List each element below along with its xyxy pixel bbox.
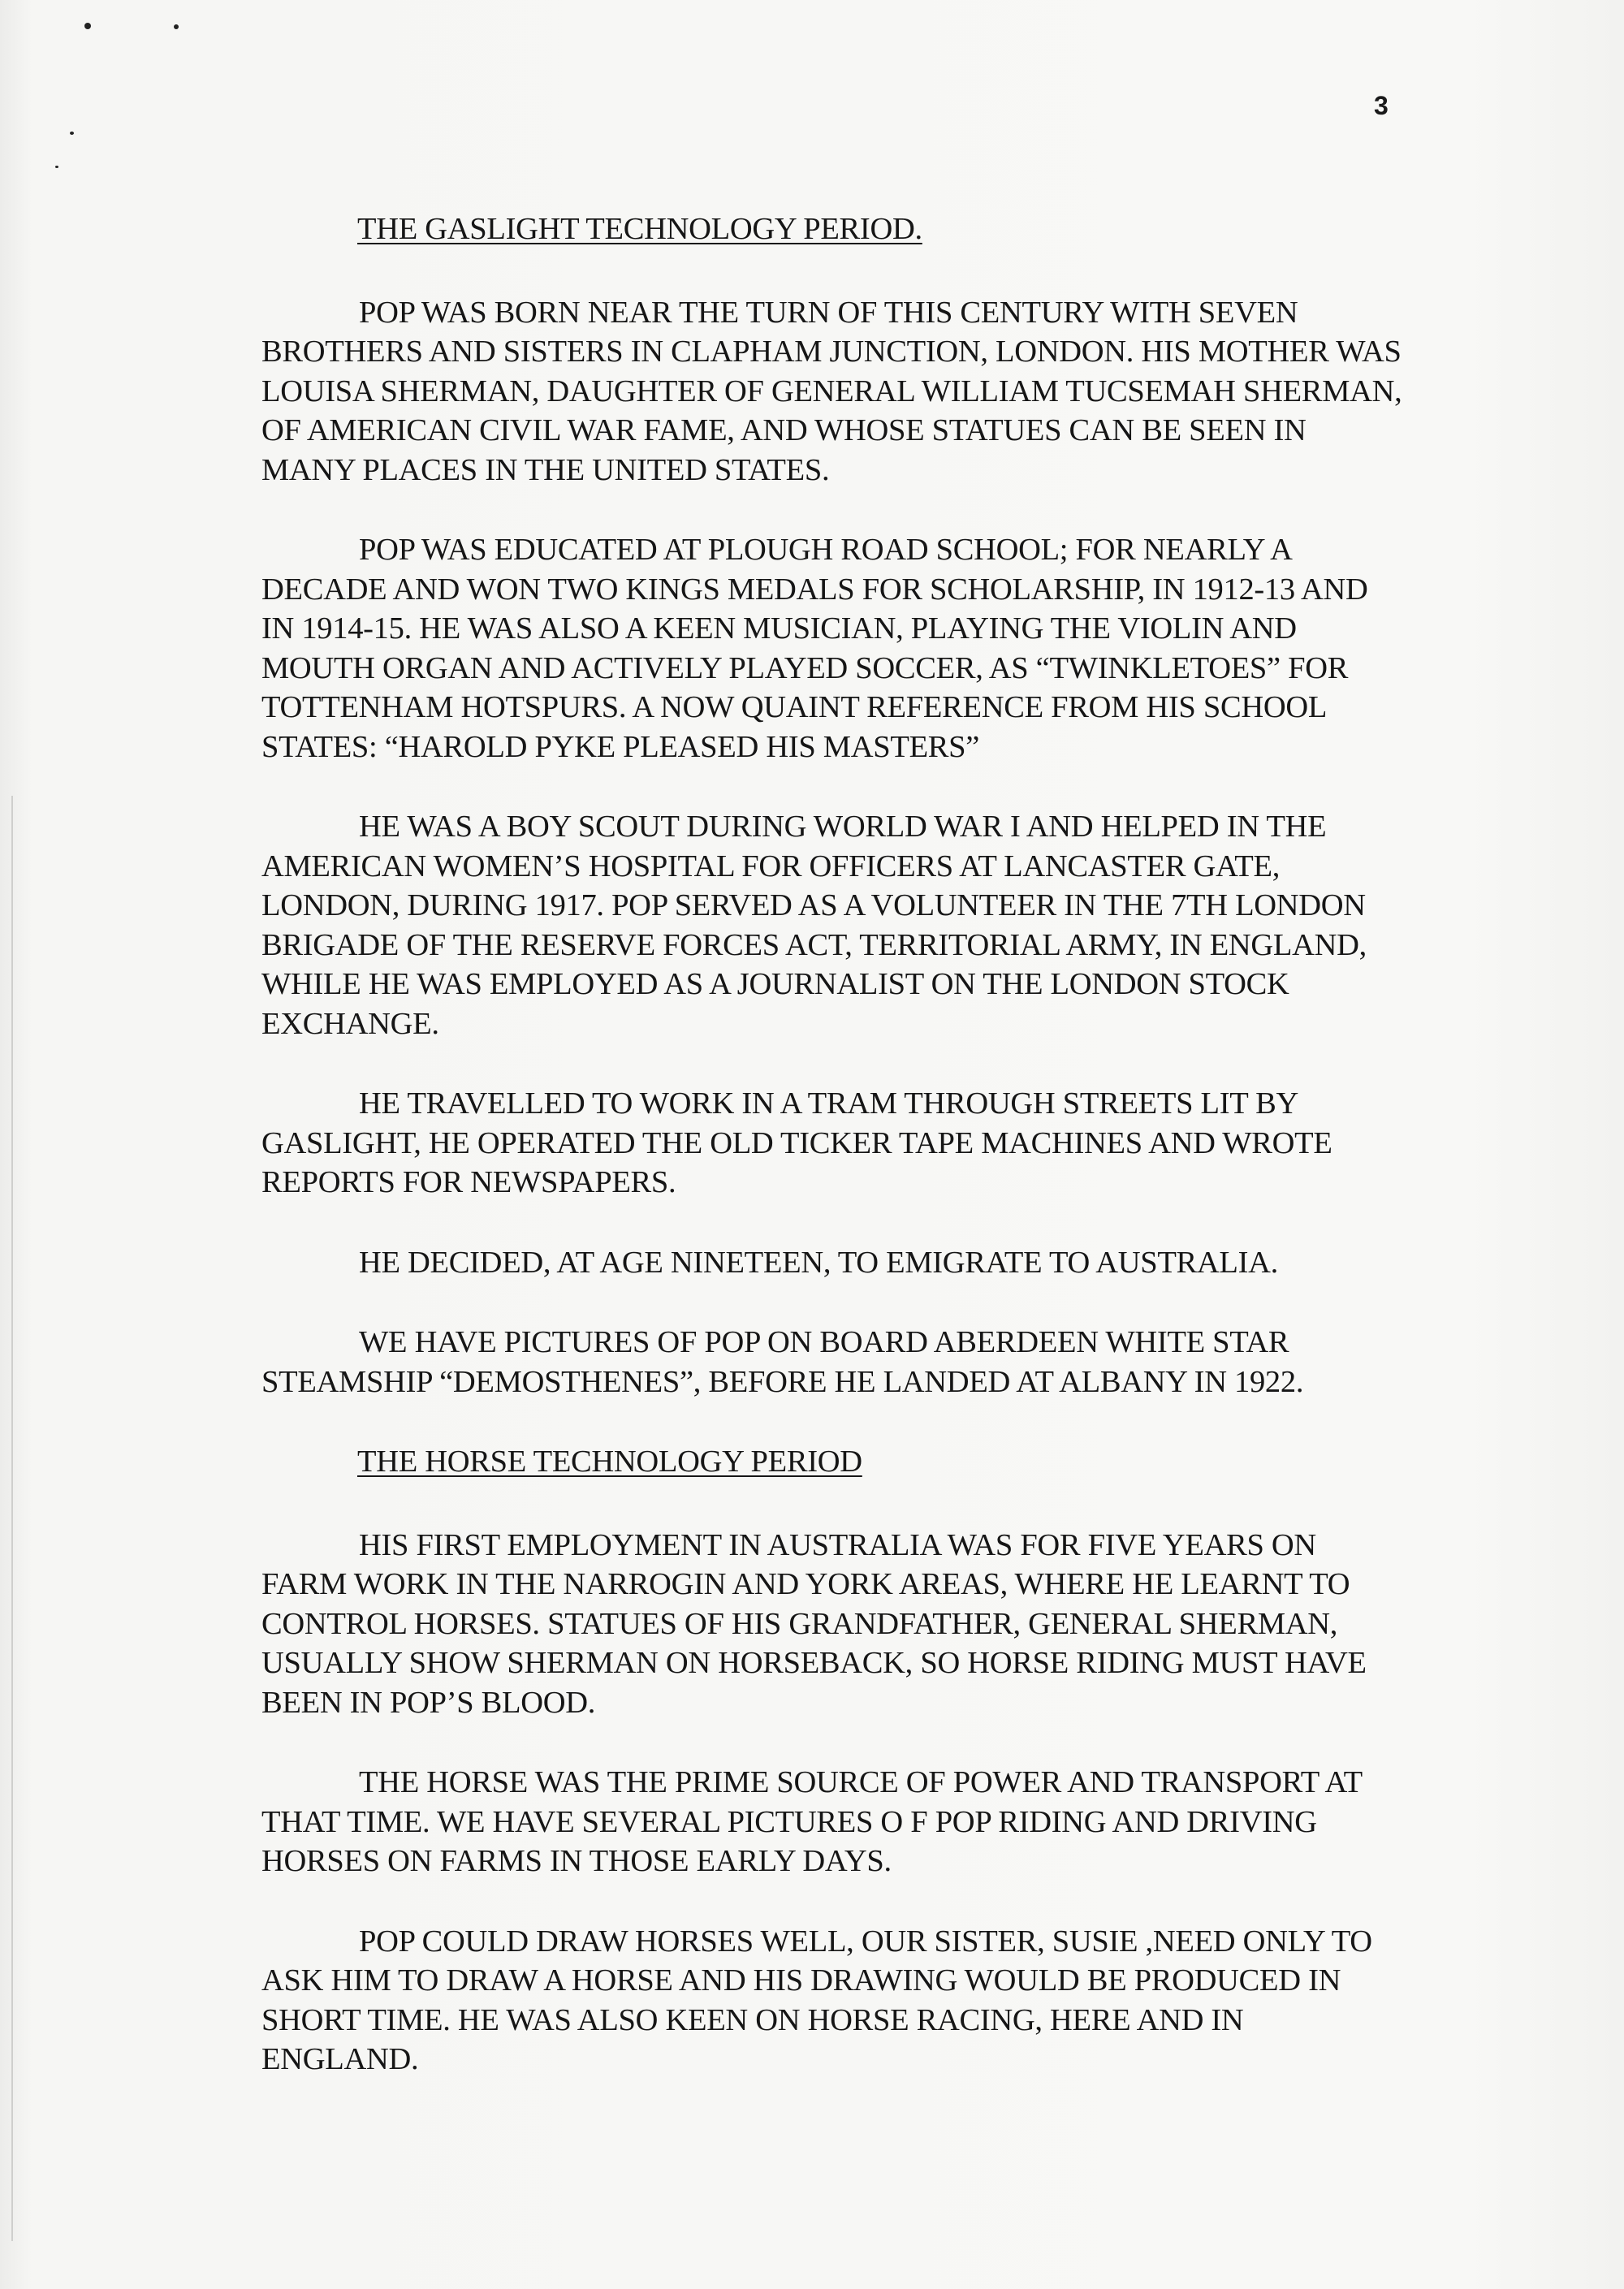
scan-speck	[70, 132, 74, 135]
scan-edge-line	[11, 796, 13, 2241]
paragraph: HE DECIDED, AT AGE NINETEEN, TO EMIGRATE TO AUSTRALIA.	[359, 1245, 1278, 1280]
paragraph: POP COULD DRAW HORSES WELL, OUR SISTER, SUSIE ,NEED ONLY TO ASK HIM TO DRAW A HORSE AND HIS DRAWING WOULD BE PRODUCED IN SHORT TIME. HE WAS ALSO KEEN ON HORSE RACING, HERE AND IN ENGLAND.	[261, 1924, 1372, 2076]
paragraph: WE HAVE PICTURES OF POP ON BOARD ABERDEEN WHITE STAR STEAMSHIP “DEMOSTHENES”, BEFORE HE LANDED AT ALBANY IN 1922.	[261, 1325, 1304, 1399]
scan-speck	[174, 24, 179, 29]
paragraph: HIS FIRST EMPLOYMENT IN AUSTRALIA WAS FOR FIVE YEARS ON FARM WORK IN THE NARROGIN AND YORK AREAS, WHERE HE LEARNT TO CONTROL HORSES. STATUES OF HIS GRANDFATHER, GENERAL SHERMAN, USUALLY SHOW SHERMAN ON HORSEBACK, SO HORSE RIDING MUST HAVE BEEN IN POP’S BLOOD.	[261, 1527, 1367, 1720]
paragraph: POP WAS EDUCATED AT PLOUGH ROAD SCHOOL; FOR NEARLY A DECADE AND WON TWO KINGS MEDALS FOR SCHOLARSHIP, IN 1912-13 AND IN 1914-15. HE WAS ALSO A KEEN MUSICIAN, PLAYING THE VIOLIN AND MOUTH ORGAN AND ACTIVELY PLAYED SOCCER, AS “TWINKLETOES” FOR TOTTENHAM HOTSPURS. A NOW QUAINT REFERENCE FROM HIS SCHOOL STATES: “HAROLD PYKE PLEASED HIS MASTERS”	[261, 533, 1368, 764]
scan-speck	[55, 166, 58, 168]
paragraph: THE HORSE WAS THE PRIME SOURCE OF POWER AND TRANSPORT AT THAT TIME. WE HAVE SEVERAL PICTURES O F POP RIDING AND DRIVING HORSES ON FARMS IN THOSE EARLY DAYS.	[261, 1765, 1363, 1878]
scan-speck	[84, 23, 91, 29]
section-heading-gaslight: THE GASLIGHT TECHNOLOGY PERIOD.	[357, 212, 922, 246]
page-number: 3	[1374, 91, 1389, 120]
document-body	[261, 209, 1406, 2120]
paragraph: HE WAS A BOY SCOUT DURING WORLD WAR I AND HELPED IN THE AMERICAN WOMEN’S HOSPITAL FOR OFFICERS AT LANCASTER GATE, LONDON, DURING 1917. POP SERVED AS A VOLUNTEER IN THE 7TH LONDON BRIGADE OF THE RESERVE FORCES ACT, TERRITORIAL ARMY, IN ENGLAND, WHILE HE WAS EMPLOYED AS A JOURNALIST ON THE LONDON STOCK EXCHANGE.	[261, 810, 1367, 1041]
section-heading-horse: THE HORSE TECHNOLOGY PERIOD	[357, 1445, 862, 1479]
paragraph: HE TRAVELLED TO WORK IN A TRAM THROUGH STREETS LIT BY GASLIGHT, HE OPERATED THE OLD TICKER TAPE MACHINES AND WROTE REPORTS FOR NEWSPAPERS.	[261, 1086, 1332, 1199]
paragraph: POP WAS BORN NEAR THE TURN OF THIS CENTURY WITH SEVEN BROTHERS AND SISTERS IN CLAPHAM JUNCTION, LONDON. HIS MOTHER WAS LOUISA SHERMAN, DAUGHTER OF GENERAL WILLIAM TUCSEMAH SHERMAN, OF AMERICAN CIVIL WAR FAME, AND WHOSE STATUES CAN BE SEEN IN MANY PLACES IN THE UNITED STATES.	[261, 295, 1402, 487]
